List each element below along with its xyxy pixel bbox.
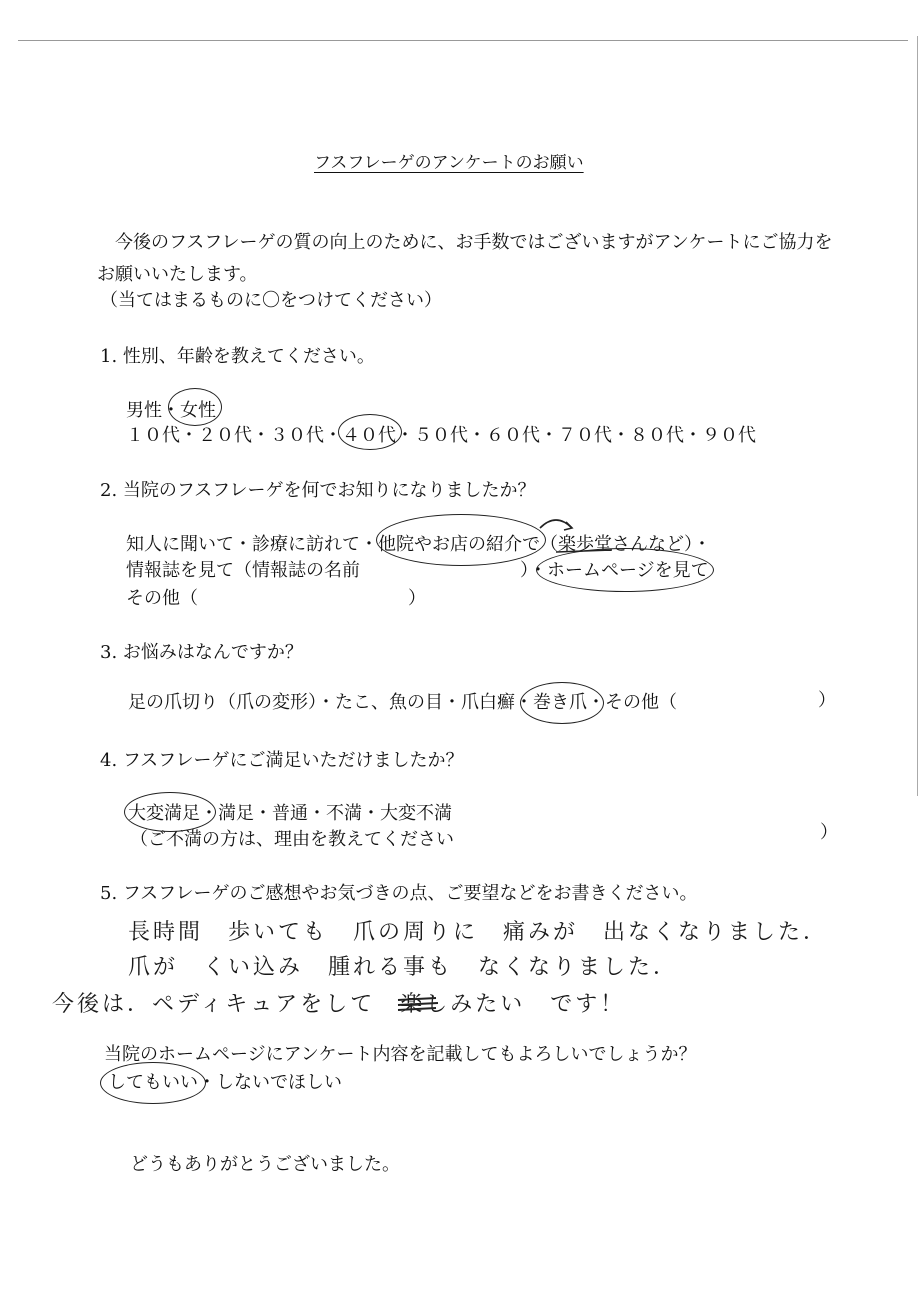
publish-options: してもいい・しないでほしい: [108, 1072, 342, 1093]
answer-circle-referral: [376, 514, 546, 566]
answer-circle-homepage: [536, 548, 714, 592]
pen-arrow-head: [564, 522, 572, 530]
intro-line-2: お願いいたします。: [97, 264, 258, 285]
q4-reason-label: （ご不満の方は、理由を教えてください: [130, 829, 454, 850]
question-1: 1. 性別、年齢を教えてください。: [100, 346, 375, 367]
pen-arrow: [540, 520, 572, 528]
answer-circle-publish-ok: [100, 1062, 206, 1104]
q1-age-options: １０代・２０代・３０代・４０代・５０代・６０代・７０代・８０代・９０代: [126, 425, 756, 446]
answer-circle-female: [168, 388, 222, 426]
answer-circle-very-satisfied: [124, 792, 216, 832]
q4-options: 大変満足・満足・普通・不満・大変不満: [128, 803, 452, 824]
q2-other-close: ）: [408, 588, 426, 609]
q4-reason-close: ）: [820, 822, 838, 843]
handwritten-comment-line-1: 長時間 歩いても 爪の周りに 痛みが 出なくなりました．: [128, 920, 829, 945]
intro-line-1: 今後のフスフレーゲの質の向上のために、お手数ではございますがアンケートにご協力を: [115, 232, 833, 253]
q2-options-line-2a: 情報誌を見て（情報誌の名前: [126, 560, 360, 581]
handwritten-comment-line-3: 今後は．ペディキュアをして 楽しみたい です！: [52, 992, 626, 1017]
q3-other-close: ）: [818, 690, 836, 711]
answer-circle-ingrown-nail: [520, 682, 604, 724]
handwritten-comment-line-2: 爪が くい込み 腫れる事も なくなりました．: [128, 955, 679, 980]
page-title: フスフレーゲのアンケートのお願い: [314, 153, 584, 173]
scan-edge-line-right: [917, 36, 918, 796]
q1-gender-options: 男性・女性: [126, 400, 216, 421]
q2-options-line-1: 知人に聞いて・診療に訪れて・他院やお店の紹介で（楽歩堂さんなど）・: [126, 534, 711, 555]
answer-circle-40s: [338, 414, 402, 450]
q3-options: 足の爪切り（爪の変形）・たこ、魚の目・爪白癬・巻き爪・その他（: [128, 692, 677, 713]
q2-options-line-2b: ）・ホームページを見て: [520, 560, 709, 581]
question-2: 2. 当院のフスフレーゲを何でお知りになりましたか？: [100, 480, 536, 501]
intro-line-3: （当てはまるものに〇をつけてください）: [100, 290, 442, 311]
closing-thanks: どうもありがとうございました。: [130, 1154, 400, 1175]
question-5: 5. フスフレーゲのご感想やお気づきの点、ご要望などをお書きください。: [100, 883, 698, 904]
scan-edge-line: [18, 40, 908, 41]
question-3-title: 3. お悩みはなんですか？: [100, 642, 303, 663]
publish-question: 当院のホームページにアンケート内容を記載してもよろしいでしょうか？: [104, 1044, 697, 1065]
question-4: 4. フスフレーゲにご満足いただけましたか？: [100, 750, 464, 771]
q2-other-label: その他（: [126, 588, 198, 609]
